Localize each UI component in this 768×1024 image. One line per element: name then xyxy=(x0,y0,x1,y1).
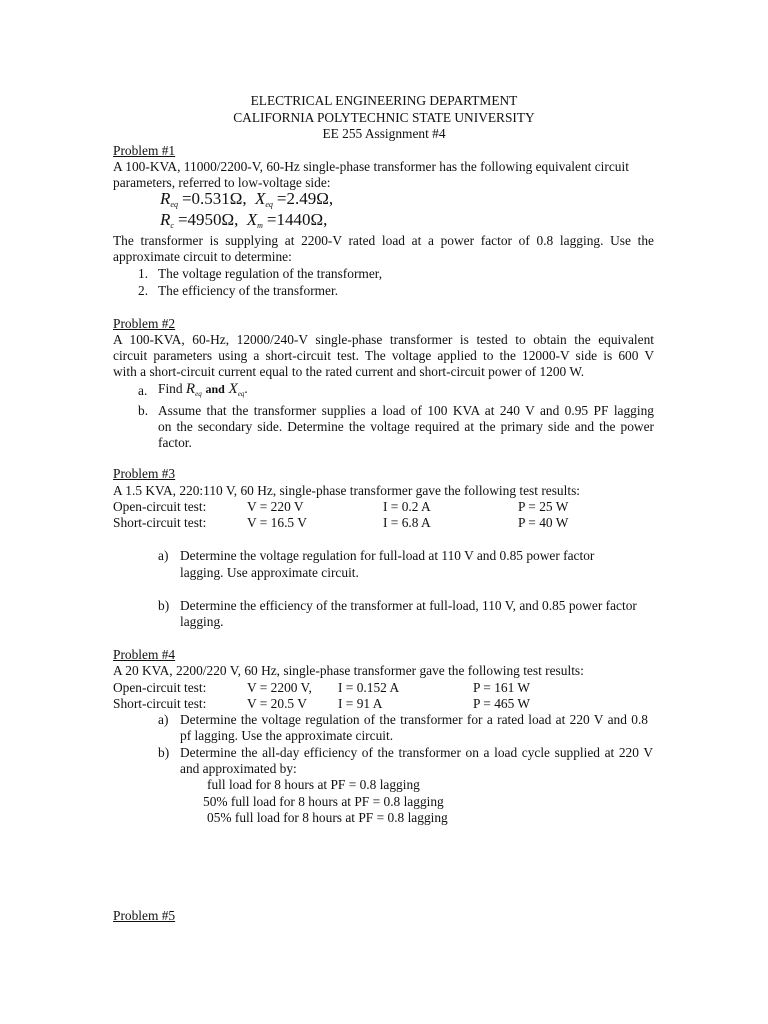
eq2-r-value: =4950Ω, xyxy=(177,210,239,229)
problem-1-line-3: The transformer is supplying at 2200-V rated load at a power factor of 0.8 lagging. Use the xyxy=(113,233,654,248)
problem-3-a-line-1: Determine the voltage regulation for full-load at 110 V and 0.85 power factor xyxy=(180,548,595,563)
problem-1-item-1-text: The voltage regulation of the transformer, xyxy=(158,266,383,281)
p4-sc-current: I = 91 A xyxy=(338,696,383,711)
p3-sc-power: P = 40 W xyxy=(518,515,569,530)
p4-oc-voltage: V = 2200 V, xyxy=(247,680,312,695)
problem-2-line-1: A 100-KVA, 60-Hz, 12000/240-V single-phase transformer is tested to obtain the equivalent xyxy=(113,332,654,347)
problem-4-a-line-1: Determine the voltage regulation of the transformer for a rated load at 220 V and 0.8 xyxy=(180,712,648,727)
problem-1-item-2-text: The efficiency of the transformer. xyxy=(158,283,339,298)
eq1-r-subscript: eq xyxy=(170,200,178,209)
eq2-x-value: =1440Ω, xyxy=(266,210,328,229)
p3-sc-label: Short-circuit test: xyxy=(113,515,207,530)
problem-3-intro: A 1.5 KVA, 220:110 V, 60 Hz, single-phase transformer gave the following test results: xyxy=(113,483,580,498)
eq1-r-value: =0.531Ω, xyxy=(181,189,247,208)
problem-2-b-marker: b. xyxy=(138,403,149,418)
problem-1-line-2: parameters, referred to low-voltage side: xyxy=(113,175,331,190)
problem-2-a-marker: a. xyxy=(138,383,148,398)
problem-4-b-line-2: and approximated by: xyxy=(180,761,297,776)
eq1-x-value: =2.49Ω, xyxy=(276,189,334,208)
eq1-x-subscript: eq xyxy=(265,200,273,209)
problem-5-title: Problem #5 xyxy=(113,908,176,923)
eq2-x-subscript: m xyxy=(257,221,263,230)
problem-2-b-line-2: on the secondary side. Determine the voltage required at the primary side and the power xyxy=(158,419,654,434)
problem-2-title: Problem #2 xyxy=(113,316,176,331)
eq1-r-symbol: R xyxy=(160,189,171,208)
xeq-subscript: eq xyxy=(237,390,245,398)
load-cycle-item-2: 50% full load for 8 hours at PF = 0.8 lagging xyxy=(203,794,444,809)
p4-oc-power: P = 161 W xyxy=(473,680,531,695)
p4-sc-voltage: V = 20.5 V xyxy=(247,696,307,711)
problem-1-line-1: A 100-KVA, 11000/2200-V, 60-Hz single-phase transformer has the following equivalent circuit xyxy=(113,159,629,174)
problem-1-item-2-number: 2. xyxy=(138,283,149,298)
problem-3-a-line-2: lagging. Use approximate circuit. xyxy=(180,565,359,580)
req-symbol: R xyxy=(185,381,196,397)
university-heading: CALIFORNIA POLYTECHNIC STATE UNIVERSITY xyxy=(233,110,535,125)
eq2-r-subscript: c xyxy=(170,221,174,230)
p3-sc-current: I = 6.8 A xyxy=(383,515,431,530)
problem-4-intro: A 20 KVA, 2200/220 V, 60 Hz, single-phase transformer gave the following test results: xyxy=(113,663,584,678)
p3-oc-label: Open-circuit test: xyxy=(113,499,207,514)
eq2-r-symbol: R xyxy=(160,210,171,229)
problem-4-b-marker: b) xyxy=(158,745,170,760)
load-cycle-item-3: 05% full load for 8 hours at PF = 0.8 lagging xyxy=(207,810,448,825)
problem-1-title: Problem #1 xyxy=(113,143,176,158)
eq2-x-symbol: X xyxy=(246,210,258,229)
equation-rx-eq xyxy=(160,191,333,211)
problem-3-b-marker: b) xyxy=(158,598,170,613)
department-heading: ELECTRICAL ENGINEERING DEPARTMENT xyxy=(250,93,518,108)
p3-sc-voltage: V = 16.5 V xyxy=(247,515,307,530)
problem-2-a-period: . xyxy=(244,381,248,396)
problem-2-line-3: with a short-circuit current equal to the rated current and short-circuit power of 1200 W. xyxy=(113,364,585,379)
p4-oc-current: I = 0.152 A xyxy=(338,680,400,695)
p4-oc-label: Open-circuit test: xyxy=(113,680,207,695)
xeq-symbol: X xyxy=(228,381,238,397)
req-subscript: eq xyxy=(195,390,202,398)
problem-2-b-line-1: Assume that the transformer supplies a load of 100 KVA at 240 V and 0.95 PF lagging xyxy=(158,403,654,418)
problem-1-line-4: approximate circuit to determine: xyxy=(113,249,292,264)
p3-oc-power: P = 25 W xyxy=(518,499,569,514)
equation-rc-xm xyxy=(160,212,327,232)
problem-2-a-find xyxy=(158,381,248,400)
problem-3-b-line-2: lagging. xyxy=(180,614,224,629)
and-word: and xyxy=(205,382,225,396)
problem-4-b-line-1: Determine the all-day efficiency of the transformer on a load cycle supplied at 220 V xyxy=(180,745,653,760)
assignment-title: EE 255 Assignment #4 xyxy=(322,126,446,141)
p4-sc-label: Short-circuit test: xyxy=(113,696,207,711)
problem-4-a-line-2: pf lagging. Use the approximate circuit. xyxy=(180,728,394,743)
problem-3-b-line-1: Determine the efficiency of the transformer at full-load, 110 V, and 0.85 power factor xyxy=(180,598,637,613)
load-cycle-item-1: full load for 8 hours at PF = 0.8 lagging xyxy=(207,777,420,792)
p4-sc-power: P = 465 W xyxy=(473,696,531,711)
problem-2-a-text: Find xyxy=(158,381,183,396)
problem-3-a-marker: a) xyxy=(158,548,169,563)
req-xeq-expression xyxy=(186,381,244,397)
problem-4-title: Problem #4 xyxy=(113,647,176,662)
problem-4-a-marker: a) xyxy=(158,712,169,727)
p3-oc-current: I = 0.2 A xyxy=(383,499,431,514)
problem-2-b-line-3: factor. xyxy=(158,435,192,450)
eq1-x-symbol: X xyxy=(254,189,266,208)
problem-2-line-2: circuit parameters using a short-circuit test. The voltage applied to the 12000-V side is 600 V xyxy=(113,348,654,363)
problem-1-item-1-number: 1. xyxy=(138,266,149,281)
problem-3-title: Problem #3 xyxy=(113,466,176,481)
p3-oc-voltage: V = 220 V xyxy=(247,499,304,514)
